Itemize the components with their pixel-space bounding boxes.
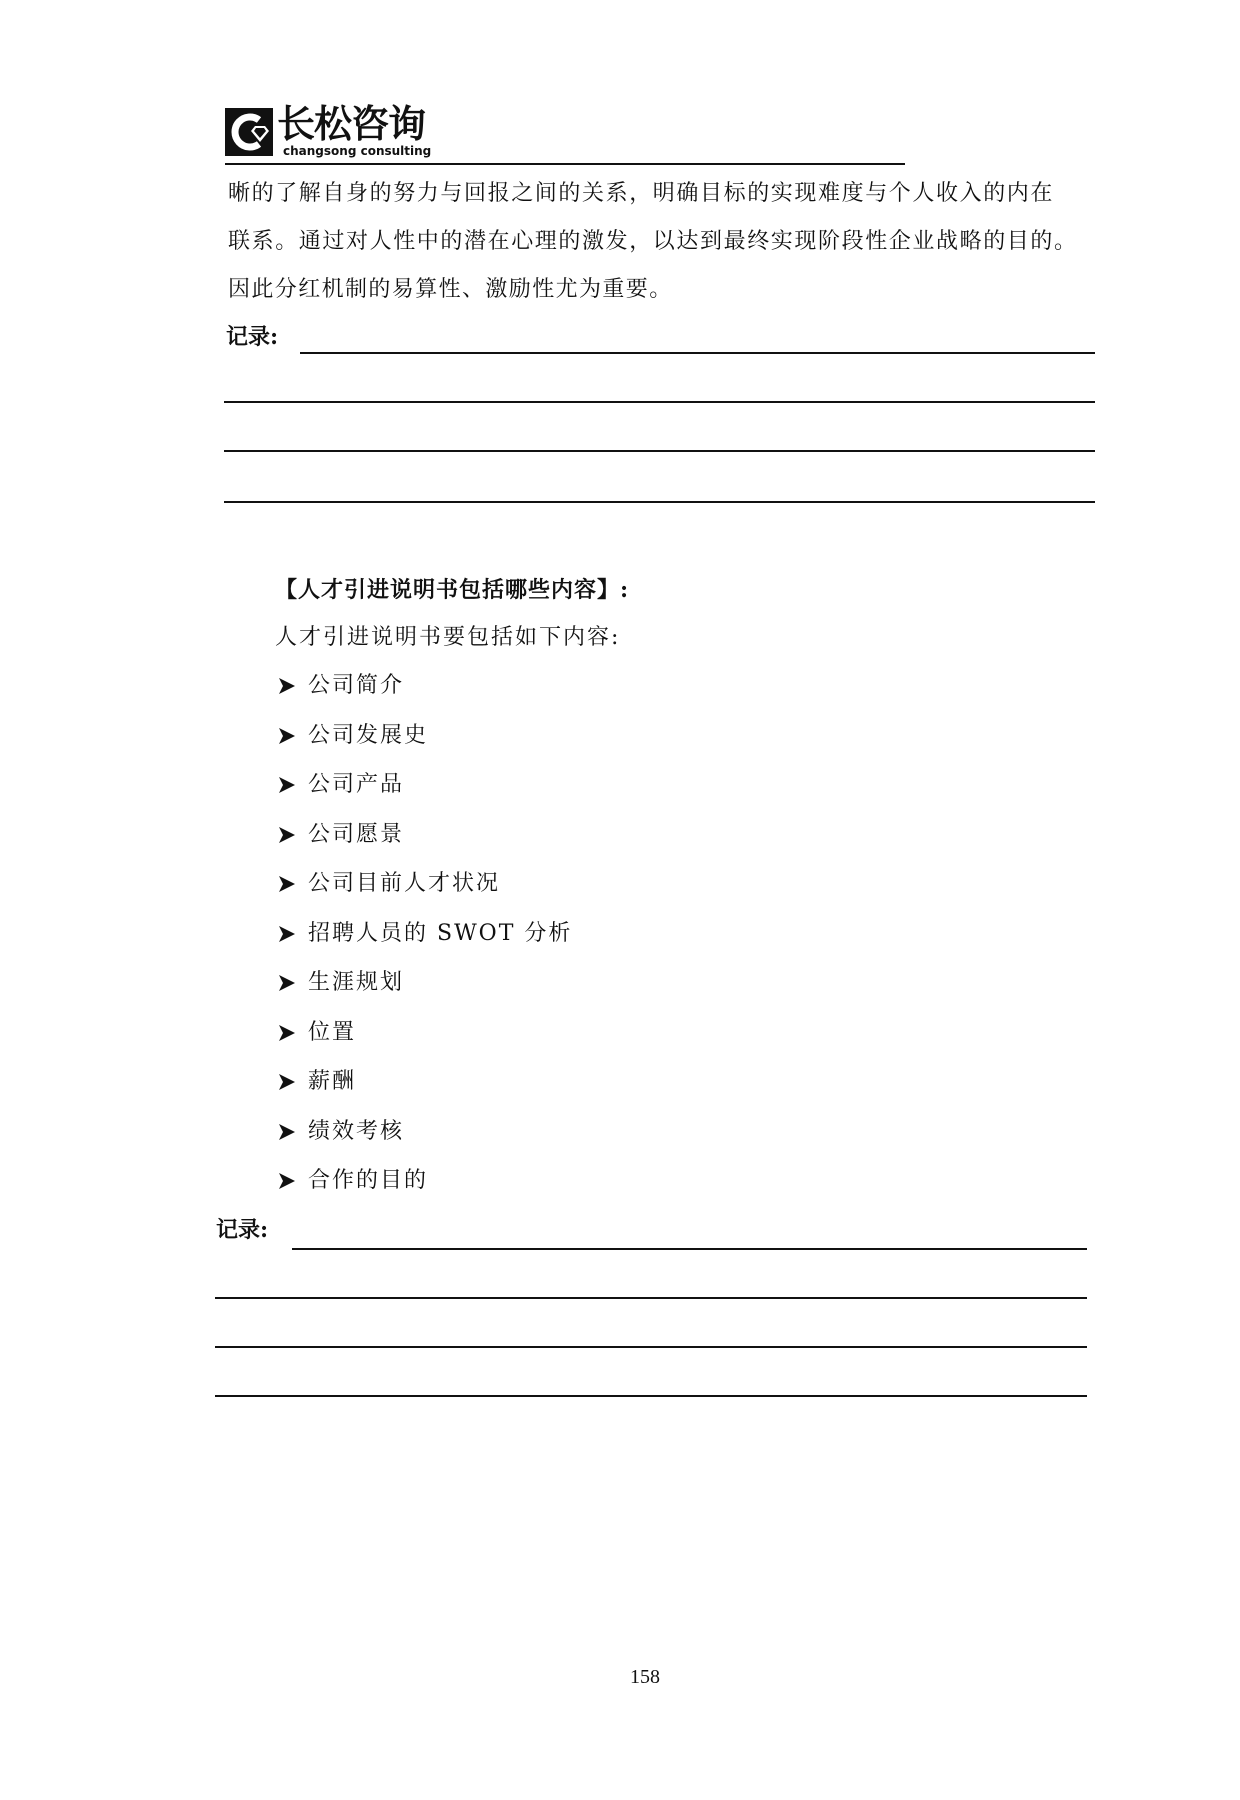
paragraph-line-3: 因此分红机制的易算性、激励性尤为重要。 (228, 277, 673, 302)
list-item (278, 718, 572, 768)
list-item-label: 公司发展史 (308, 722, 429, 748)
section-heading: 【人才引进说明书包括哪些内容】: (275, 577, 630, 603)
list-item-label: 公司简介 (308, 673, 405, 698)
list-item (278, 1064, 572, 1114)
notes-line (224, 450, 1095, 452)
logo-english-text: changsong consulting (283, 144, 432, 158)
section-intro: 人才引进说明书要包括如下内容: (275, 625, 621, 650)
notes-line (300, 352, 1095, 354)
content-list (278, 668, 572, 1213)
notes-line (224, 501, 1095, 503)
arrow-bullet-icon (278, 767, 308, 803)
list-item (278, 1015, 572, 1065)
notes-line (215, 1395, 1087, 1397)
list-item-label: 薪酬 (308, 1069, 357, 1094)
list-item-label: 绩效考核 (308, 1118, 405, 1144)
arrow-bullet-icon (278, 965, 308, 1001)
logo-chinese-text: 长松咨询 (277, 102, 426, 146)
list-item (278, 767, 572, 817)
list-item-label: 招聘人员的 SWOT 分析 (308, 920, 573, 946)
arrow-bullet-icon (278, 1064, 308, 1100)
page-number: 158 (630, 1666, 660, 1688)
paragraph-line-2: 联系。通过对人性中的潜在心理的激发，以达到最终实现阶段性企业战略的目的。 (228, 229, 1078, 254)
notes-label: 记录: (226, 324, 279, 350)
list-item (278, 1114, 572, 1164)
header-divider (225, 163, 905, 165)
arrow-bullet-icon (278, 718, 308, 754)
list-item-label: 公司产品 (308, 772, 405, 797)
list-item (278, 668, 572, 718)
arrow-bullet-icon (278, 1015, 308, 1051)
notes-line (215, 1346, 1087, 1348)
list-item (278, 866, 572, 916)
arrow-bullet-icon (278, 817, 308, 853)
list-item (278, 1163, 572, 1213)
arrow-bullet-icon (278, 916, 308, 952)
arrow-bullet-icon (278, 866, 308, 902)
notes-line (224, 401, 1095, 403)
list-item-label: 位置 (308, 1019, 357, 1045)
arrow-bullet-icon (278, 1163, 308, 1199)
list-item (278, 965, 572, 1015)
paragraph-line-1: 晰的了解自身的努力与回报之间的关系，明确目标的实现难度与个人收入的内在 (228, 181, 1055, 206)
list-item-label: 合作的目的 (308, 1168, 429, 1193)
list-item-label: 公司愿景 (308, 821, 405, 847)
notes-line (292, 1248, 1087, 1250)
list-item (278, 817, 572, 867)
arrow-bullet-icon (278, 1114, 308, 1150)
arrow-bullet-icon (278, 668, 308, 704)
notes-label: 记录: (216, 1217, 269, 1243)
notes-line (215, 1297, 1087, 1299)
list-item-label: 生涯规划 (308, 970, 405, 995)
logo-mark-icon (225, 108, 273, 156)
list-item (278, 916, 572, 966)
list-item-label: 公司目前人才状况 (308, 871, 501, 896)
